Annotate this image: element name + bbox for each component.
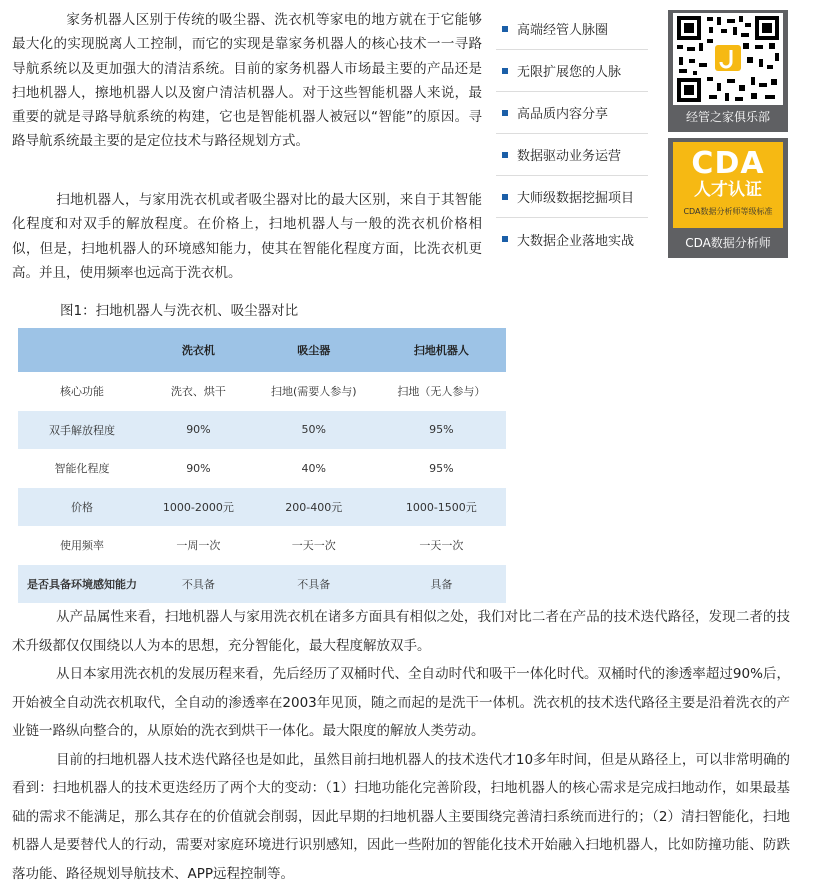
nav-item-label: 无限扩展您的人脉: [517, 61, 621, 80]
table-header: [18, 328, 146, 372]
table-row: [18, 372, 506, 411]
nav-item-data-ops[interactable]: [496, 134, 648, 176]
comparison-table: [18, 328, 506, 603]
table-row: [18, 411, 506, 450]
table-row: [18, 488, 506, 527]
sidebar-nav: [496, 8, 648, 260]
table-cell: 90%: [146, 411, 251, 450]
cda-label: CDA数据分析师: [668, 234, 788, 251]
nav-item-bigdata[interactable]: [496, 218, 648, 260]
table-cell: 双手解放程度: [18, 411, 146, 450]
cda-subtitle: 人才认证: [673, 180, 783, 200]
nav-item-expand[interactable]: [496, 50, 648, 92]
table-header: 吸尘器: [251, 328, 377, 372]
table-row: [18, 565, 506, 604]
paragraph: 目前的扫地机器人技术迭代路径也是如此，虽然目前扫地机器人的技术迭代才10多年时间，但是从路径上，可以非常明确的看到：扫地机器人的技术更迭经历了两个大的变动：（1）扫地功能化完善阶段，扫地机器人的核心需求是完成扫地动作，如果最基础的需求不能满足，那么其存在的价值就会削弱，因此早期的扫地机器人主要围绕完善清扫系统而进行的；（2）清扫智能化，扫地机器人是要替代人的行动，需要对家庭环境进行识别感知，因此一些附加的智能化技术开始融入扫地机器人，比如防撞功能、防跌落功能、路径规划导航技术、APP远程控制等。: [12, 746, 790, 888]
figure-caption: 图1：扫地机器人与洗衣机、吸尘器对比: [60, 300, 298, 322]
nav-item-label: 高端经管人脉圈: [517, 19, 608, 38]
table-cell: 一天一次: [251, 526, 377, 565]
table-cell: 1000-2000元: [146, 488, 251, 527]
nav-item-label: 数据驱动业务运营: [517, 145, 621, 164]
nav-item-network[interactable]: [496, 8, 648, 50]
nav-item-content[interactable]: [496, 92, 648, 134]
table-cell: 50%: [251, 411, 377, 450]
table-cell: 价格: [18, 488, 146, 527]
table-header: 洗衣机: [146, 328, 251, 372]
intro-paragraph: 家务机器人区别于传统的吸尘器、洗衣机等家电的地方就在于它能够最大化的实现脱离人工控制，而它的实现是靠家务机器人的核心技术一一寻路导航系统以及更加强大的清洁系统。目前的家务机器人市场最主要的产品还是扫地机器人，擦地机器人以及窗户清洁机器人。对于这些智能机器人来说，最重要的就是寻路导航系统的构建，它也是智能机器人被冠以“智能”的原因。寻路导航系统最主要的是定位技术与路径规划方式。: [12, 8, 482, 154]
cda-small-text: CDA数据分析师等级标准: [673, 206, 783, 217]
bullet-square-icon: [502, 194, 508, 200]
cda-logo: [673, 142, 783, 228]
table-cell: 洗衣、烘干: [146, 372, 251, 411]
conclusion-section: [12, 603, 790, 888]
bullet-square-icon: [502, 68, 508, 74]
cda-certification-banner[interactable]: [668, 138, 788, 258]
bullet-square-icon: [502, 110, 508, 116]
table-cell: 不具备: [251, 565, 377, 604]
table-cell: 不具备: [146, 565, 251, 604]
nav-item-label: 大师级数据挖掘项目: [517, 187, 634, 206]
qr-code-panel[interactable]: [668, 10, 788, 132]
table-cell: 核心功能: [18, 372, 146, 411]
table-cell: 智能化程度: [18, 449, 146, 488]
table-cell: 1000-1500元: [377, 488, 506, 527]
bullet-square-icon: [502, 236, 508, 242]
table-row: [18, 526, 506, 565]
table-cell: 是否具备环境感知能力: [18, 565, 146, 604]
qr-label: 经管之家俱乐部: [668, 108, 788, 125]
cda-title: CDA: [673, 148, 783, 180]
qr-code-icon: [673, 13, 783, 105]
table-row: [18, 449, 506, 488]
table-cell: 200-400元: [251, 488, 377, 527]
nav-item-label: 大数据企业落地实战: [517, 230, 634, 249]
comparison-paragraph: 扫地机器人，与家用洗衣机或者吸尘器对比的最大区别，来自于其智能化程度和对双手的解放程度。在价格上，扫地机器人与一般的洗衣机价格相似，但是，扫地机器人的环境感知能力，使其在智能化程度方面，比洗衣机更高。并且，使用频率也远高于洗衣机。: [12, 188, 482, 285]
table-cell: 一天一次: [377, 526, 506, 565]
nav-item-mining[interactable]: [496, 176, 648, 218]
table-cell: 一周一次: [146, 526, 251, 565]
table-cell: 使用频率: [18, 526, 146, 565]
table-cell: 具备: [377, 565, 506, 604]
paragraph: 从产品属性来看，扫地机器人与家用洗衣机在诸多方面具有相似之处，我们对比二者在产品的技术迭代路径，发现二者的技术升级都仅仅围绕以人为本的思想，充分智能化，最大程度解放双手。: [12, 603, 790, 660]
table-header: 扫地机器人: [377, 328, 506, 372]
nav-item-label: 高品质内容分享: [517, 103, 608, 122]
table-cell: 扫地（无人参与）: [377, 372, 506, 411]
table-cell: 扫地(需要人参与): [251, 372, 377, 411]
table-cell: 40%: [251, 449, 377, 488]
table-cell: 90%: [146, 449, 251, 488]
bullet-square-icon: [502, 152, 508, 158]
bullet-square-icon: [502, 26, 508, 32]
table-cell: 95%: [377, 449, 506, 488]
table-cell: 95%: [377, 411, 506, 450]
paragraph: 从日本家用洗衣机的发展历程来看，先后经历了双桶时代、全自动时代和吸干一体化时代。双桶时代的渗透率超过90%后，开始被全自动洗衣机取代，全自动的渗透率在2003年见顶，随之而起的是洗干一体机。洗衣机的技术迭代路径主要是沿着洗衣的产业链一路纵向整合的，从原始的洗衣到烘干一体化。最大限度的解放人类劳动。: [12, 660, 790, 746]
